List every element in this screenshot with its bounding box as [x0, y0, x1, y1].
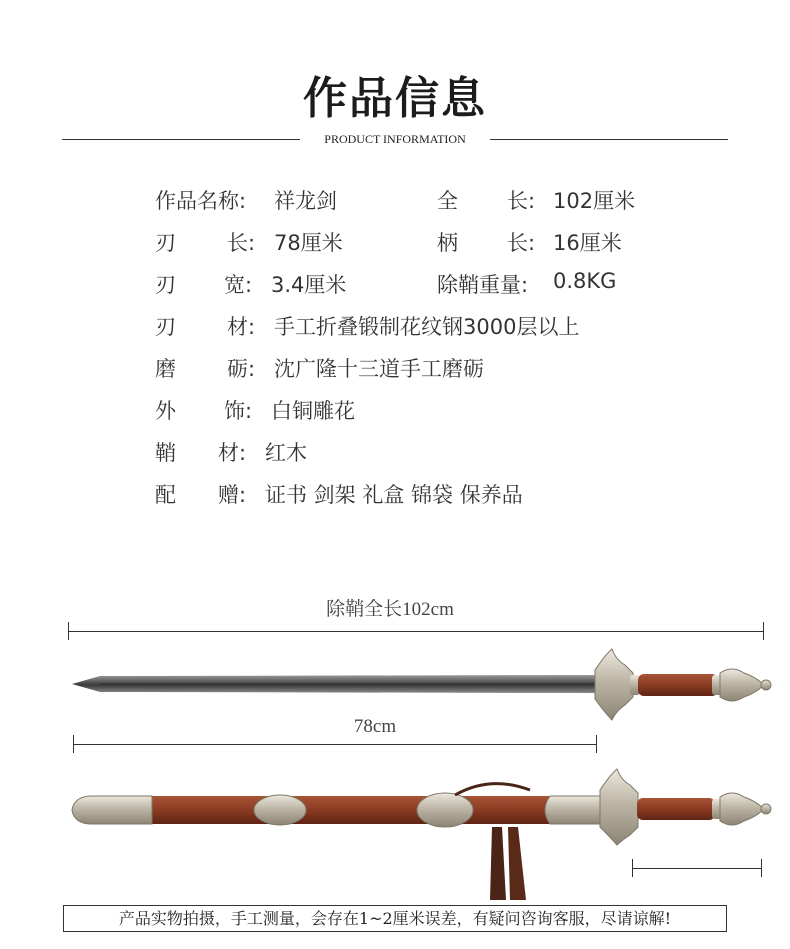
pommel-knob: [761, 804, 771, 814]
material-value: 手工折叠锻制花纹钢3000层以上: [274, 315, 580, 339]
handle-length-line: [632, 868, 762, 869]
weight-label: 除鞘重量:: [437, 273, 529, 297]
handle-label-b: 长:: [507, 231, 536, 255]
page-title: 作品信息: [303, 73, 487, 124]
sheath-label-a: 鞘: [155, 441, 176, 465]
blade-length-tick-left: [73, 735, 74, 753]
pommel: [720, 793, 764, 825]
handle: [638, 674, 718, 696]
name-value: 祥龙剑: [274, 189, 337, 213]
total-value: 102厘米: [553, 189, 636, 213]
grind-label-a: 磨: [155, 357, 176, 381]
blade-length-value: 78厘米: [274, 231, 343, 255]
tassel-1: [490, 827, 506, 900]
grind-label-b: 砺:: [227, 357, 256, 381]
sheath-cord: [455, 784, 530, 795]
total-length-tick-right: [763, 622, 764, 640]
pommel: [720, 669, 764, 701]
blade-width-label-a: 刃: [155, 273, 176, 297]
blade-length-dim-label: 78cm: [353, 716, 397, 737]
gift-label-a: 配: [155, 483, 176, 507]
total-length-tick-left: [68, 622, 69, 640]
disclaimer-note: 产品实物拍摄，手工测量，会存在1~2厘米误差，有疑问咨询客服，尽请谅解!: [63, 905, 727, 932]
material-label-b: 材:: [227, 315, 256, 339]
sheath: [140, 796, 610, 824]
blade-length-label-b: 长:: [227, 231, 256, 255]
sword-in-sheath: [60, 765, 780, 905]
total-length-label: 除鞘全长102cm: [326, 599, 454, 620]
name-label: 作品名称:: [155, 189, 247, 213]
sheath-label-b: 材:: [218, 441, 247, 465]
blade-length-label-a: 刃: [155, 231, 176, 255]
handle: [637, 798, 715, 820]
gift-label-b: 赠:: [218, 483, 247, 507]
sheath-chape: [72, 796, 152, 824]
blade-length-tick-right: [596, 735, 597, 753]
grind-value: 沈广隆十三道手工磨砺: [274, 357, 484, 381]
weight-value: 0.8KG: [553, 269, 617, 293]
decoration-value: 白铜雕花: [271, 399, 355, 423]
sheath-value: 红木: [265, 441, 307, 465]
sword-unsheathed: [60, 645, 780, 725]
blade-width-label-b: 宽:: [224, 273, 253, 297]
handle-value: 16厘米: [553, 231, 622, 255]
handle-label-a: 柄: [437, 231, 458, 255]
total-label-a: 全: [437, 189, 458, 213]
total-label-b: 长:: [507, 189, 536, 213]
gift-value: 证书 剑架 礼盒 锦袋 保养品: [265, 483, 523, 507]
page-subtitle: PRODUCT INFORMATION: [324, 132, 466, 146]
sheath-band-2: [417, 793, 473, 827]
handle-length-tick-right: [761, 859, 762, 877]
blade-length-line: [73, 744, 597, 745]
guard: [595, 649, 633, 720]
guard: [600, 769, 638, 845]
blade-width-value: 3.4厘米: [271, 273, 347, 297]
material-label-a: 刃: [155, 315, 176, 339]
tassel-2: [508, 827, 526, 900]
handle-length-tick-left: [632, 859, 633, 877]
decoration-label-a: 外: [155, 399, 176, 423]
pommel-knob: [761, 680, 771, 690]
decoration-label-b: 饰:: [224, 399, 253, 423]
sheath-band-1: [254, 795, 306, 825]
total-length-line: [68, 631, 764, 632]
